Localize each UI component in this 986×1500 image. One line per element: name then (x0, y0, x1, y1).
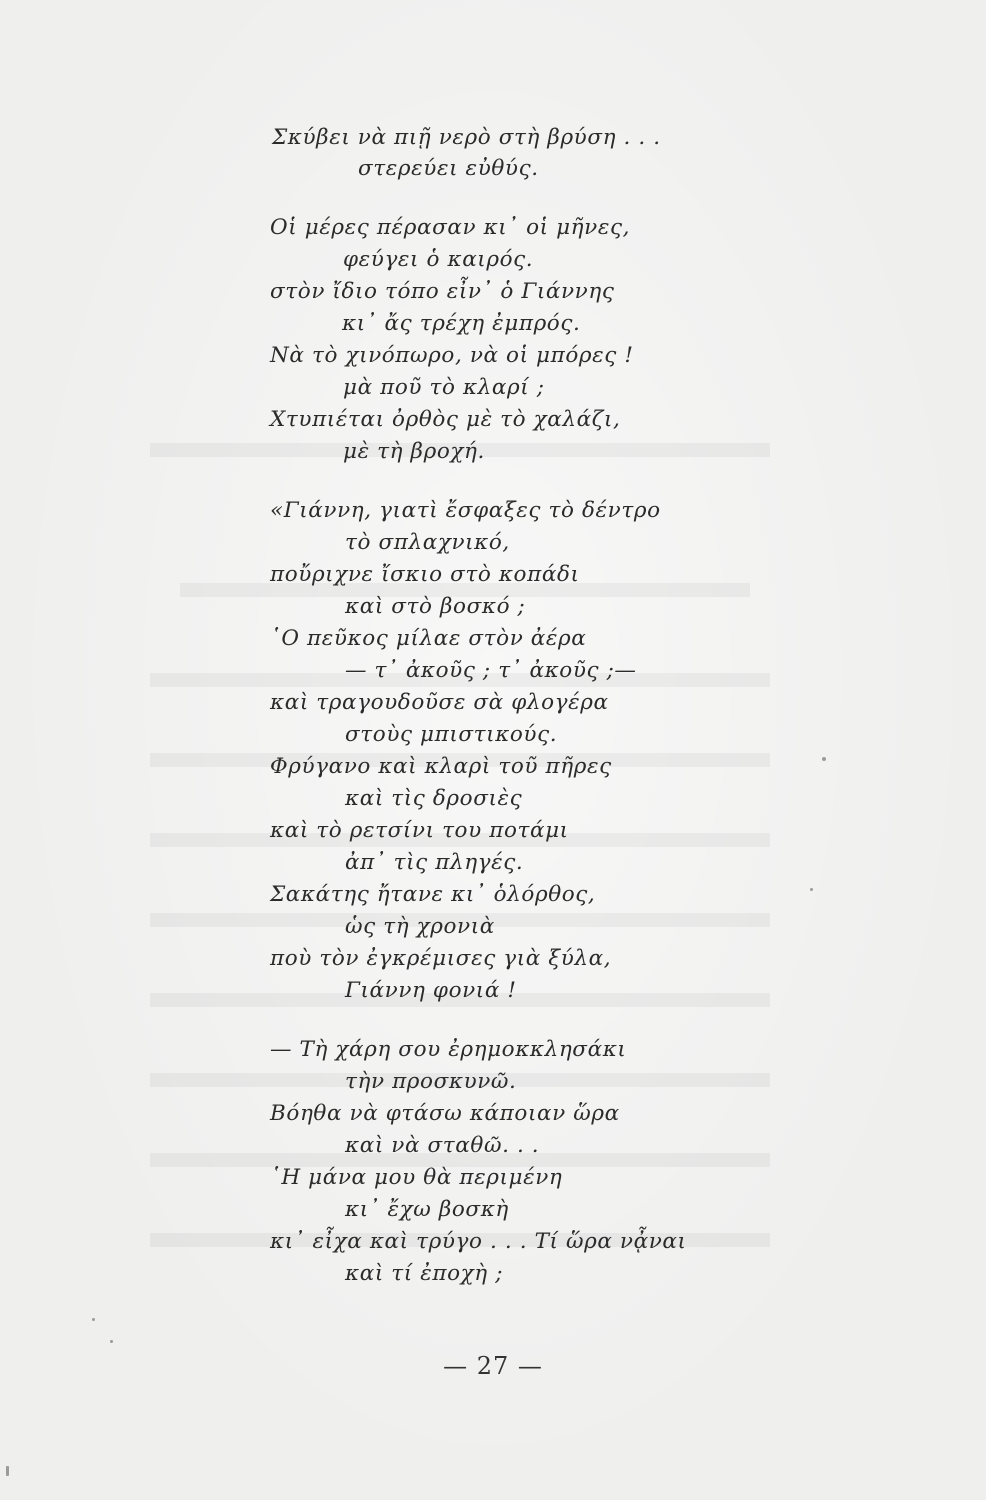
poem-line: «Γιάννη, γιατὶ ἔσφαξες τὸ δέντρο (270, 498, 661, 523)
print-speck (6, 1466, 9, 1476)
poem-line: τὸ σπλαχνικό, (345, 530, 510, 555)
poem-line: καὶ τραγουδοῦσε σὰ φλογέρα (270, 690, 609, 715)
poem-line: στὸν ἴδιο τόπο εἶν᾿ ὁ Γιάννης (270, 279, 615, 304)
poem-line: — τ᾿ ἀκοῦς ; τ᾿ ἀκοῦς ;— (345, 658, 637, 683)
poem-line: ποὔριχνε ἴσκιο στὸ κοπάδι (270, 562, 580, 587)
poem-line: ἀπ᾿ τὶς πληγές. (345, 850, 524, 875)
poem-line: ὡς τὴ χρονιὰ (345, 914, 495, 939)
print-speck (92, 1318, 95, 1321)
poem-line: μὲ τὴ βροχή. (343, 439, 485, 464)
poem-line: κι᾿ ἔχω βοσκὴ (345, 1197, 509, 1222)
poem-line: κι᾿ ἄς τρέχη ἐμπρός. (342, 311, 581, 336)
poem-line: Σακάτης ἤτανε κι᾿ ὁλόρθος, (270, 882, 596, 907)
poem-line: καὶ νὰ σταθῶ. . . (345, 1133, 540, 1158)
poem-line: μὰ ποῦ τὸ κλαρί ; (343, 375, 545, 400)
poem-line: Χτυπιέται ὀρθὸς μὲ τὸ χαλάζι, (270, 407, 621, 432)
poem-line: στερεύει εὐθύς. (358, 156, 539, 181)
poem-line: καὶ τὸ ρετσίνι του ποτάμι (270, 818, 569, 843)
poem-line: καὶ τί ἐποχὴ ; (345, 1261, 504, 1286)
print-speck (110, 1340, 113, 1343)
poem-line: Νὰ τὸ χινόπωρο, νὰ οἱ μπόρες ! (270, 343, 634, 368)
page-number: — 27 — (443, 1352, 543, 1380)
print-speck (822, 757, 826, 761)
poem-line: ποὺ τὸν ἐγκρέμισες γιὰ ξύλα, (270, 946, 612, 971)
poem-line: Οἱ μέρες πέρασαν κι᾿ οἱ μῆνες, (270, 215, 631, 240)
poem-line: καὶ τὶς δροσιὲς (345, 786, 523, 811)
print-speck (810, 888, 813, 891)
poem-line: — Τὴ χάρη σου ἐρημοκκλησάκι (270, 1037, 627, 1062)
poem-line: τὴν προσκυνῶ. (345, 1069, 517, 1094)
poem-line: Σκύβει νὰ πιῇ νερὸ στὴ βρύση . . . (272, 125, 661, 150)
poem-line: στοὺς μπιστικούς. (345, 722, 558, 747)
poem-line: φεύγει ὁ καιρός. (343, 247, 534, 272)
poem-line: Γιάννη φονιά ! (345, 978, 517, 1003)
poem-line: κι᾿ εἶχα καὶ τρύγο . . . Τί ὥρα νᾆναι (270, 1229, 687, 1254)
poem-line: καὶ στὸ βοσκό ; (345, 594, 526, 619)
poem-line: Φρύγανο καὶ κλαρὶ τοῦ πῆρες (270, 754, 612, 779)
poem-line: ῾Ο πεῦκος μίλαε στὸν ἀέρα (270, 626, 587, 651)
poem-line: Βόηθα νὰ φτάσω κάποιαν ὥρα (270, 1101, 620, 1126)
poem-line: ῾Η μάνα μου θὰ περιμένη (270, 1165, 563, 1190)
